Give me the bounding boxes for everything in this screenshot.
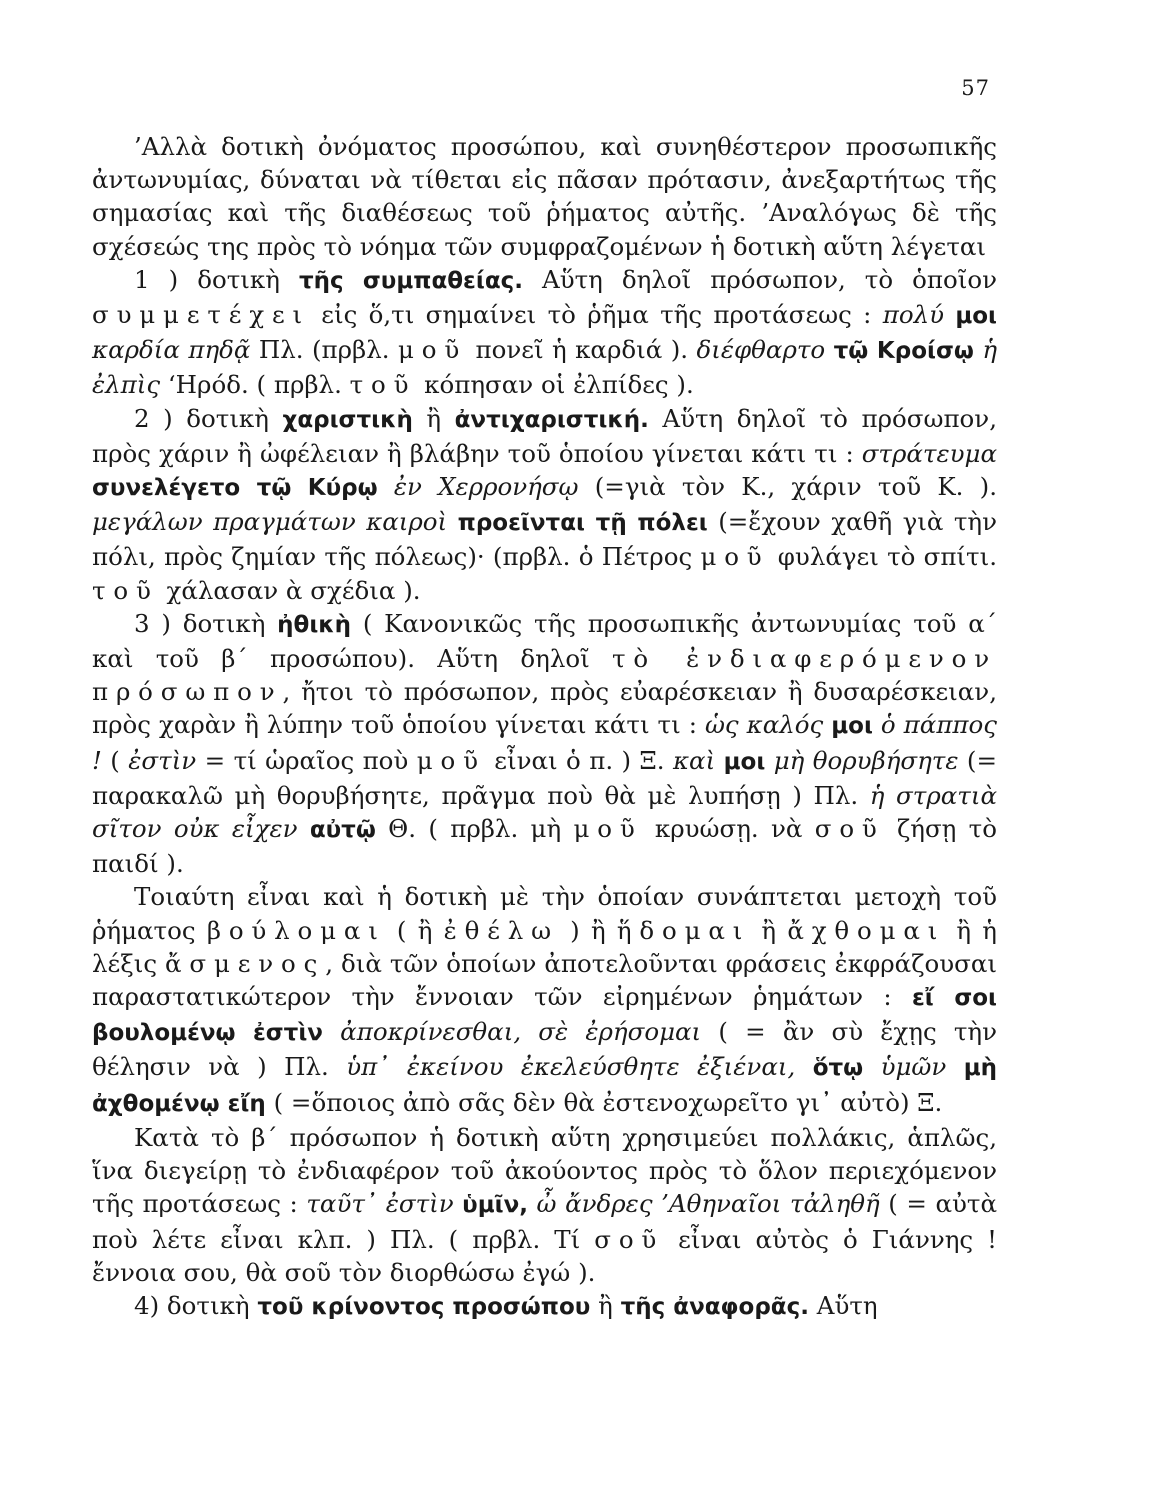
italic-quote: ὦ ἄνδρες ’Αθηναῖοι τἀληθῆ xyxy=(528,1189,880,1219)
text-run: Πλ. (πρβλ. xyxy=(250,335,398,365)
spaced-term: ἐθέλω xyxy=(443,915,559,945)
text-run: 4) δοτικὴ xyxy=(134,1290,258,1320)
spaced-term: ἄσμενος xyxy=(165,948,326,978)
spaced-term: μοῦ xyxy=(397,335,468,365)
text-run: 2 ) δοτικὴ xyxy=(134,403,283,433)
text-run: κόπησαν οἱ ἐλπίδες ). xyxy=(416,370,694,400)
bold-term: εἴ σοι βουλομένῳ ἐστὶν xyxy=(92,985,998,1047)
italic-quote: καὶ xyxy=(672,745,724,775)
text-run: Θ. ( πρβλ. μὴ xyxy=(375,814,574,844)
spaced-term: βούλομαι xyxy=(206,915,386,945)
bold-term: συνελέγετο τῷ Κύρῳ xyxy=(92,475,378,502)
bold-term: τῆς ἀναφορᾶς. xyxy=(620,1293,809,1320)
paragraph-participle xyxy=(92,880,997,1120)
italic-quote: ὁ πάππος ! xyxy=(92,710,997,775)
item-sympathy xyxy=(92,263,997,402)
paragraph-intro xyxy=(92,130,997,263)
page-body xyxy=(92,130,997,1324)
text-run: ( = αὐτὰ ποὺ λέτε εἶναι κλπ. ) Πλ. ( πρβλ. Τί xyxy=(92,1189,997,1254)
bold-term: τοῦ κρίνοντος προσώπου xyxy=(257,1293,591,1320)
italic-quote: μεγάλων πραγμάτων καιροὶ xyxy=(92,507,458,537)
spaced-term: σοῦ xyxy=(814,814,885,844)
spaced-term: τοῦ xyxy=(349,370,417,400)
spaced-term: μοῦ xyxy=(573,814,643,844)
text-run: Αὕτη xyxy=(808,1290,878,1320)
text-run: 3 ) δοτικὴ xyxy=(134,608,278,638)
italic-quote: πολύ xyxy=(882,300,956,330)
bold-term: ὑμῖν, xyxy=(462,1192,528,1219)
text-run: ( xyxy=(101,745,129,775)
text-run: ἢ xyxy=(590,1290,621,1320)
italic-quote: ἀποκρίνεσθαι, σὲ ἐρήσομαι xyxy=(322,1017,702,1047)
item-charistic xyxy=(92,402,997,607)
text-run: Αὕτη δηλοῖ τὸ πρόσωπον, πρὸς χάριν ἢ ὠφέλειαν ἢ βλάβην τοῦ ὁποίου γίνεται κάτι τι : xyxy=(92,403,997,468)
item-judging-person xyxy=(92,1289,997,1324)
bold-term: μοι xyxy=(723,748,766,775)
text-run: ἢ xyxy=(412,403,455,433)
text-run: Τοιαύτη εἶναι καὶ ἡ δοτικὴ μὲ τὴν ὁποίαν συνάπτεται μετοχὴ τοῦ ῥήματος xyxy=(92,882,997,945)
italic-quote: στράτευμα xyxy=(861,438,997,468)
spaced-term: τοῦ xyxy=(92,575,159,605)
italic-quote: ὑμῶν xyxy=(863,1052,964,1082)
bold-term: μοι xyxy=(955,303,997,330)
italic-quote: ὡς καλός xyxy=(704,710,832,740)
text-run: (=γιὰ τὸν Κ., χάριν τοῦ Κ. ). xyxy=(578,472,997,502)
italic-quote: ἐστὶν xyxy=(128,745,197,775)
text-run: , διὰ τῶν ὁποίων ἀποτελοῦνται φράσεις ἐκφράζουσαι παραστατικώτερον τὴν ἔννοιαν τῶν εἰρημένων ῥημάτων : xyxy=(92,948,997,1012)
bold-term: τῆς συμπαθείας. xyxy=(298,267,523,294)
text-run: κρυώσῃ. νὰ xyxy=(642,814,815,844)
text-run: ζήσῃ τὸ παιδί ). xyxy=(92,814,997,879)
item-ethical xyxy=(92,607,997,881)
italic-quote: μὴ θορυβήσητε xyxy=(765,745,959,775)
spaced-term: σοῦ xyxy=(594,1224,665,1254)
text-run: ’Αλλὰ δοτικὴ ὀνόματος προσώπου, καὶ συνηθέστερον προσωπικῆς ἀντωνυμίας, δύναται νὰ τίθεται εἰς πᾶσαν πρότασιν, ἀνεξαρτήτως τῆς σημασίας καὶ τῆς διαθέσεως τοῦ ῥήματος αὐτῆς. ’Αναλόγως δὲ τῆς σχέσεώς της πρὸς τὸ νόημα τῶν συμφραζομένων ἡ δοτικὴ αὕτη λέγεται xyxy=(92,132,997,261)
italic-quote: ἡ στρατιὰ σῖτον οὐκ εἶχεν xyxy=(92,780,997,844)
text-run: = τί ὡραῖος ποὺ xyxy=(196,745,417,775)
text-run: Κατὰ τὸ β΄ πρόσωπον ἡ δοτικὴ αὕτη χρησιμεύει πολλάκις, ἁπλῶς, ἵνα διεγείρῃ τὸ ἐνδιαφέρον τοῦ ἀκούοντος πρὸς τὸ ὅλον περιεχόμενον τῆς προτάσεως : xyxy=(92,1122,997,1219)
text-run: (=ἔχουν χαθῆ γιὰ τὴν πόλι, πρὸς ζημίαν τῆς πόλεως)· (πρβλ. ὁ Πέτρος xyxy=(92,507,997,572)
page-number: 57 xyxy=(961,76,990,100)
text-run: εἶναι αὐτὸς ὁ Γιάννης ! ἔννοια σου, θὰ σοῦ τὸν διορθώσω ἐγώ ). xyxy=(92,1224,998,1287)
spaced-term: τὸ ἐνδιαφερόμενον πρόσωπον xyxy=(92,644,997,707)
italic-quote: καρδία πηδᾷ xyxy=(92,335,251,365)
bold-term: αὐτῷ xyxy=(309,817,376,844)
spaced-term: ἄχθομαι xyxy=(787,915,946,945)
text-run: πονεῖ ἡ καρδιά ). xyxy=(467,335,697,365)
bold-term: μοι xyxy=(831,713,873,740)
bold-term: χαριστικὴ xyxy=(282,406,413,433)
text-run: ( = ἂν σὺ ἔχῃς τὴν θέλησιν νὰ ) Πλ. xyxy=(92,1017,997,1082)
text-run: χάλασαν ὰ σχέδια ). xyxy=(158,575,421,605)
spaced-term: ἥδομαι xyxy=(616,915,751,945)
text-run: (= παρακαλῶ μὴ θορυβήσητε, πρᾶγμα ποὺ θὰ μὲ λυπήσῃ ) Πλ. xyxy=(92,745,998,810)
bold-term: ἀντιχαριστική. xyxy=(454,406,649,433)
text-run: ) ἢ xyxy=(558,915,617,945)
bold-term: ὅτῳ xyxy=(812,1055,864,1082)
bold-term: τῷ Κροίσῳ xyxy=(833,338,974,365)
text-run: ἢ ἡ λέξις xyxy=(92,915,997,978)
italic-quote: ὑπ᾽ ἐκείνου ἐκελεύσθητε ἐξιέναι, xyxy=(346,1052,813,1082)
bold-term: ἠθικὴ xyxy=(277,611,352,638)
spaced-term: μοῦ xyxy=(416,745,486,775)
italic-quote: ἡ ἐλπὶς xyxy=(92,335,998,400)
spaced-term: μοῦ xyxy=(700,542,770,572)
text-run: 1 ) δοτικὴ xyxy=(134,264,299,294)
paragraph-second-person xyxy=(92,1121,997,1289)
spaced-term: συμμετέχει xyxy=(92,300,310,330)
text-run: ἢ xyxy=(750,915,788,945)
text-run: φυλάγει τὸ σπίτι. xyxy=(769,542,997,572)
bold-term: προεῖνται τῇ πόλει xyxy=(457,510,708,537)
italic-quote: ταῦτ᾽ ἐστὶν xyxy=(306,1189,463,1219)
italic-quote: ἐν Χερρονήσῳ xyxy=(377,472,579,502)
text-run: εἶναι ὁ π. ) Ξ. xyxy=(485,745,673,775)
text-run: ( =ὅποιος ἀπὸ σᾶς δὲν θὰ ἐστενοχωρεῖτο γι᾽ αὐτὸ) Ξ. xyxy=(265,1087,943,1117)
text-run: ( ἢ xyxy=(385,915,444,945)
text-run: ( Κανονικῶς τῆς προσωπικῆς ἀντωνυμίας τοῦ α΄ καὶ τοῦ β΄ προσώπου). Αὕτη δηλοῖ xyxy=(92,608,997,674)
bold-term: μὴ ἀχθομένῳ εἴη xyxy=(92,1055,998,1117)
text-run: εἰς ὅ,τι σημαίνει τὸ ῥῆμα τῆς προτάσεως : xyxy=(309,300,883,330)
text-run: Αὕτη δηλοῖ πρόσωπον, τὸ ὁποῖον xyxy=(523,264,997,294)
text-run: , ἤτοι τὸ πρόσωπον, πρὸς εὐαρέσκειαν ἢ δυσαρέσκειαν, πρὸς χαρὰν ἢ λύπην τοῦ ὁποίου γίνεται κάτι τι : xyxy=(92,677,997,740)
italic-quote: διέφθαρτο xyxy=(696,335,834,365)
text-run: ‘Ηρόδ. ( πρβλ. xyxy=(160,370,350,400)
